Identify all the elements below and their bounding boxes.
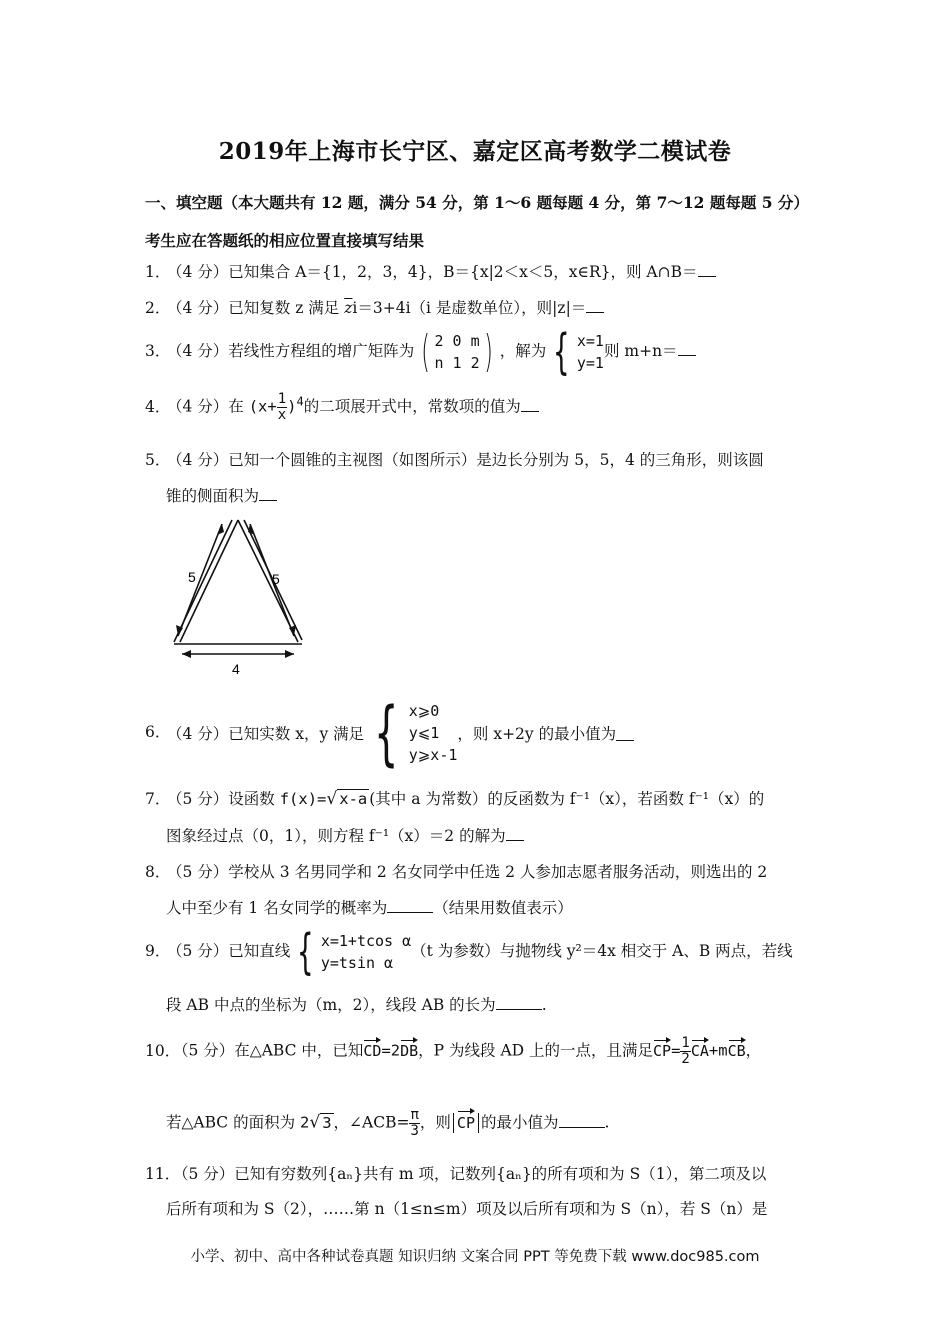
question-number: 8． [145,863,171,881]
equation-part: =2 [381,1041,401,1060]
constraint-row: x⩾0 [408,702,440,720]
vector-cp: CP [456,1113,475,1132]
answer-blank [506,826,524,841]
question-text-cont: 锥的侧面积为 [166,487,260,505]
question-text-cont: (其中 a 为常数）的反函数为 f⁻¹（x），若函数 f⁻¹（x）的 [369,790,765,808]
question-text: （5 分）学校从 3 名男同学和 2 名女同学中任选 2 人参加志愿者服务活动，则选出的 2 [167,863,768,881]
right-edge-label: 5 [272,571,280,587]
answer-blank [678,341,696,356]
question-text-end: （结果用数值表示） [433,899,573,917]
question-6: 6．（4 分）已知实数 x，y 满足 { x⩾0 y⩽1 y⩾x-1 ，则 x+2y 的最小值为 [145,698,634,768]
question-text-cont: （t 为参数）与抛物线 y²＝4x 相交于 A、B 两点，若线 [411,942,793,960]
question-10 [145,1036,761,1067]
vector-ca: CA [690,1041,709,1060]
denominator: 3 [410,1123,419,1139]
section-heading: 一、填空题（本大题共有 12 题，满分 54 分，第 1～6 题每题 4 分，第 7～12 题每题 5 分） [145,193,809,212]
exponent: 4 [296,394,304,409]
equation-part: = [671,1041,681,1060]
question-number: 5． [145,451,171,469]
question-1 [145,260,716,282]
function-expr: f(x)= [279,790,327,808]
vector-cb: CB [727,1041,746,1060]
question-9-cont [166,993,547,1015]
equation-part: +m [708,1041,728,1060]
system-row: x=1 [576,332,604,350]
question-text: （4 分）已知实数 x，y 满足 [167,725,365,743]
question-number: 4． [145,397,171,416]
magnitude [453,1113,479,1133]
question-8-cont [166,896,573,918]
question-text-cont: 的最小值为 [480,1113,559,1132]
fraction [277,392,287,423]
question-text-cont: ，则 x+2y 的最小值为 [457,725,617,743]
question-text-cont: 段 AB 中点的坐标为（m，2），线段 AB 的长为 [166,996,496,1014]
question-text: （5 分）已知有穷数列{aₙ}共有 m 项，记数列{aₙ}的所有项和为 S（1），第二项及以 [173,1165,767,1183]
fraction-half [680,1036,690,1067]
denominator: x [277,407,287,423]
question-text: （4 分）若线性方程组的增广矩阵为 [167,342,415,360]
sqrt-coefficient: 2 [300,1113,310,1132]
sqrt-expr: x-a [339,790,368,808]
binomial-expr-close: ) [287,397,297,416]
base-label: 4 [232,661,240,677]
augmented-matrix: ( 2 0 m n 1 2 ) [421,326,493,377]
answer-blank [521,397,539,412]
vector-cp: CP [653,1041,672,1060]
question-text-cont: ，P 为线段 AD 上的一点，且满足 [418,1041,654,1060]
numerator: 1 [681,1035,690,1051]
question-2 [145,296,604,318]
question-text: （5 分）在△ABC 中，已知 [173,1041,364,1060]
question-3: 3．（4 分）若线性方程组的增广矩阵为 ( 2 0 m n 1 2 ) ，解为 { x=1 y=1 则 m+n＝ [145,328,696,376]
constraint-row: y⩾x-1 [408,746,458,764]
question-text: （4 分）已知一个圆锥的主视图（如图所示）是边长分别为 5，5，4 的三角形，则该圆 [167,451,764,469]
question-11-cont [166,1197,767,1219]
question-8 [145,860,767,882]
answer-blank [259,486,277,501]
parametric-row: y=tsin α [320,954,394,972]
constraint-row: y⩽1 [408,724,440,742]
question-text: （5 分）设函数 [167,790,280,808]
vector-cd: CD [363,1041,382,1060]
system-row: y=1 [576,354,604,372]
dimension-arrow-left [178,524,222,636]
vector-db: DB [400,1041,419,1060]
question-number: 7． [145,790,171,808]
question-text-cont: 后所有项和为 S（2），……第 n（1≤n≤m）项及以后所有项和为 S（n），若 S（n）是 [166,1200,768,1218]
question-text-end: 则 m+n＝ [603,342,678,360]
question-5 [145,448,764,470]
question-text: （4 分）已知复数 z 满足 [167,299,345,317]
question-number: 3． [145,342,171,360]
numerator: π [410,1107,419,1123]
answer-blank [616,726,634,741]
binomial-expr: (x+ [248,397,277,416]
question-text-cont: 图象经过点（0，1），则方程 f⁻¹（x）＝2 的解为 [166,827,506,845]
conjugate-z: $\overline{z}$ [344,299,353,317]
question-number: 10． [145,1041,181,1060]
numerator: 1 [277,391,287,407]
question-text-cont: ，则 [419,1113,451,1132]
denominator: 2 [681,1051,690,1067]
question-9: 9．（5 分）已知直线 { x=1+tcos α y=tsin α （t 为参数）与抛物线 y²＝4x 相交于 A、B 两点，若线 [145,924,793,980]
parametric-line [321,930,411,974]
page-title: 2019年上海市长宁区、嘉定区高考数学二模试卷 [218,138,732,165]
question-number: 9． [145,942,171,960]
parametric-row: x=1+tcos α [320,932,412,950]
question-4 [145,392,539,423]
punctuation: ， [745,1041,762,1060]
question-number: 2． [145,299,171,317]
matrix-row: 2 0 m [434,332,480,350]
question-number: 6． [145,723,171,741]
answer-blank [387,898,433,913]
fraction-pi [409,1108,419,1139]
page-footer: 小学、初中、高中各种试卷真题 知识归纳 文案合同 PPT 等免费下载 www.doc985.com [190,1249,760,1265]
question-11 [145,1162,766,1184]
question-text-cont: i＝3+4i（i 是虚数单位），则|z|＝ [352,299,587,317]
question-text-cont: 人中至少有 1 名女同学的概率为 [166,899,388,917]
solution-system [577,330,604,374]
question-number: 1． [145,263,171,281]
question-5-cont [166,484,277,506]
question-text-end: . [604,1113,610,1132]
question-text: （4 分）在 [167,397,249,416]
question-10-cont: 若△ABC 的面积为 2√ 3 ，∠ACB= $\frac{\pi}{3}$ ，则 CP 的最小值为 . [166,1107,610,1139]
left-edge-label: 5 [188,569,196,585]
question-text: （5 分）已知直线 [167,942,291,960]
angle-expr: ，∠ACB= [333,1113,410,1132]
answer-blank [496,995,542,1010]
question-text-end: . [541,996,547,1014]
question-7-cont [166,824,524,846]
answer-blank [559,1113,605,1128]
constraint-system [409,700,458,766]
question-text-cont: ，解为 [499,342,547,360]
question-text-cont: 的二项展开式中，常数项的值为 [303,397,521,416]
sqrt-value: 3 [322,1113,332,1132]
cone-front-view-figure [160,512,310,682]
question-text-cont: 若△ABC 的面积为 [166,1113,301,1132]
answer-blank [586,298,604,313]
matrix-row: n 1 2 [434,354,480,372]
question-text: （4 分）已知集合 A＝{1，2，3，4}，B＝{x|2＜x＜5，x∈R}，则 A∩B＝ [167,263,698,281]
question-7: 7．（5 分）设函数 f(x)=√ x-a (其中 a 为常数）的反函数为 f⁻¹（x），若函数 f⁻¹（x）的 [145,789,765,809]
question-number: 11． [145,1165,181,1183]
answer-blank [698,262,716,277]
section-instruction: 考生应在答题纸的相应位置直接填写结果 [145,231,425,250]
